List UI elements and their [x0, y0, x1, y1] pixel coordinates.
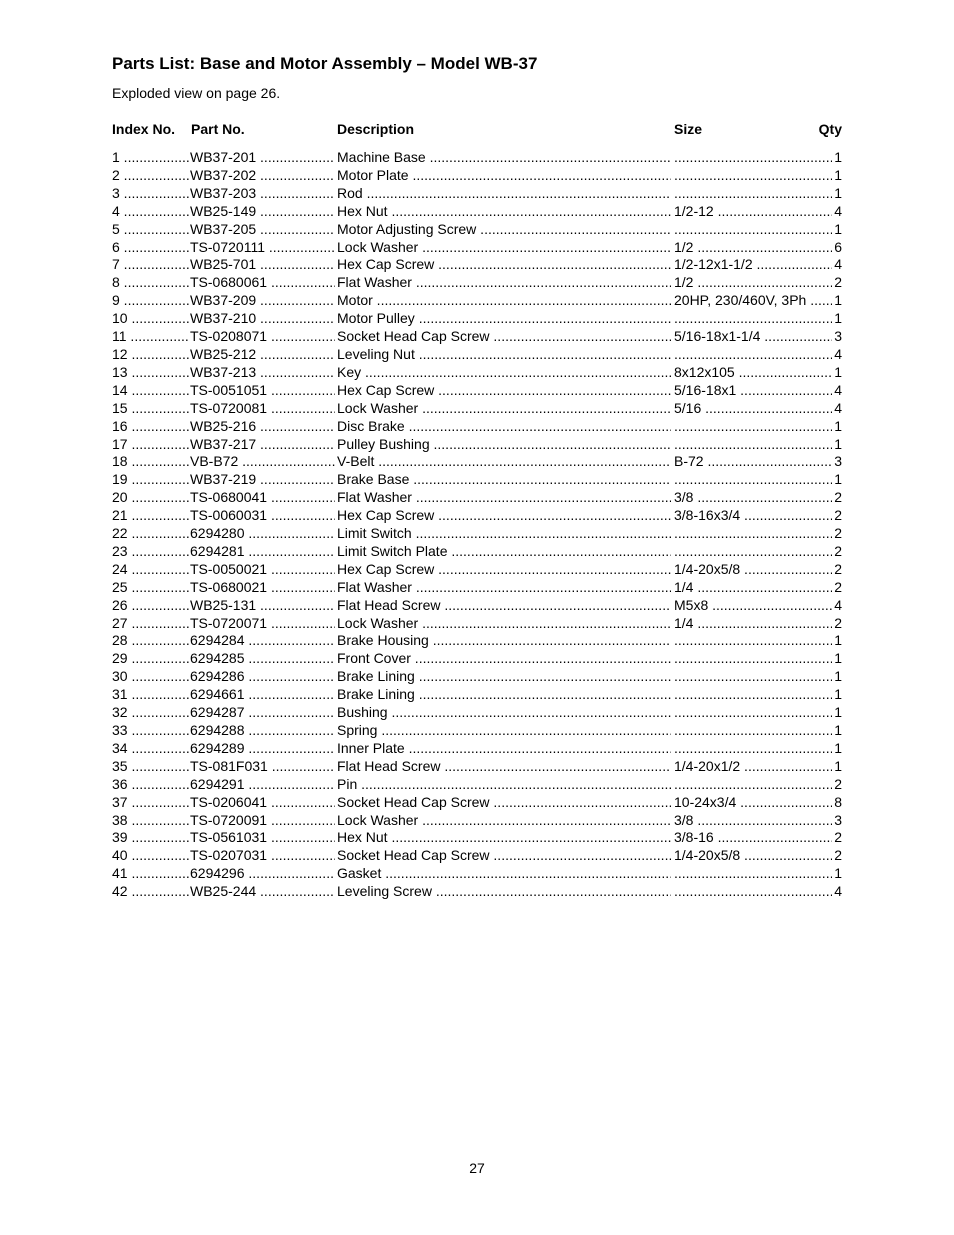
row-description: Lock Washer .....	[337, 812, 671, 830]
table-row	[0, 400, 954, 418]
row-description: Brake Base .....	[337, 471, 671, 489]
row-description: V-Belt .....	[337, 453, 671, 471]
row-index: 6 .....	[112, 239, 189, 257]
table-row	[0, 883, 954, 901]
row-description: Limit Switch .....	[337, 525, 671, 543]
row-part-number: TS-0680021 .....	[190, 579, 335, 597]
row-size	[674, 865, 832, 883]
row-part-number: 6294285 .....	[190, 650, 335, 668]
row-size: 1/4-20x1/2 .....	[674, 758, 832, 776]
row-index: 1 .....	[112, 149, 189, 167]
row-qty: 4	[834, 345, 842, 362]
row-part-number: 6294280 .....	[190, 525, 335, 543]
row-qty: 4	[834, 883, 842, 900]
row-part-number: TS-0680061 .....	[190, 274, 335, 292]
row-description: Lock Washer .....	[337, 400, 671, 418]
parts-table	[0, 149, 954, 901]
row-qty: 4	[834, 399, 842, 416]
row-index: 40 .....	[112, 847, 189, 865]
row-part-number: WB25-149 .....	[190, 203, 335, 221]
row-index: 41 .....	[112, 865, 189, 883]
row-part-number: TS-0680041 .....	[190, 489, 335, 507]
row-part-number: WB25-212 .....	[190, 346, 335, 364]
row-index: 2 .....	[112, 167, 189, 185]
row-qty: 2	[834, 614, 842, 631]
row-index: 28 .....	[112, 632, 189, 650]
row-index: 29 .....	[112, 650, 189, 668]
row-qty: 4	[834, 202, 842, 219]
row-size	[674, 543, 832, 561]
row-description: Socket Head Cap Screw .....	[337, 794, 671, 812]
table-row	[0, 525, 954, 543]
row-part-number: TS-081F031 .....	[190, 758, 335, 776]
row-description: Flat Head Screw .....	[337, 758, 671, 776]
column-header-index: Index No.	[112, 121, 176, 137]
subtitle: Exploded view on page 26.	[112, 85, 281, 101]
row-qty: 3	[834, 328, 842, 345]
row-description: Brake Lining .....	[337, 668, 671, 686]
row-index: 14 .....	[112, 382, 189, 400]
row-qty: 1	[834, 668, 842, 685]
table-row	[0, 740, 954, 758]
row-description: Machine Base .....	[337, 149, 671, 167]
row-size: 10-24x3/4 .....	[674, 794, 832, 812]
row-index: 7 .....	[112, 256, 189, 274]
row-index: 37 .....	[112, 794, 189, 812]
row-qty: 1	[834, 757, 842, 774]
row-qty: 2	[834, 829, 842, 846]
row-index: 9 .....	[112, 292, 189, 310]
row-index: 22 .....	[112, 525, 189, 543]
row-part-number: WB37-210 .....	[190, 310, 335, 328]
row-qty: 1	[834, 166, 842, 183]
row-description: Disc Brake .....	[337, 418, 671, 436]
row-part-number: TS-0051051 .....	[190, 382, 335, 400]
row-part-number: 6294661 .....	[190, 686, 335, 704]
row-description: Hex Cap Screw .....	[337, 507, 671, 525]
row-size: B-72 .....	[674, 453, 832, 471]
row-part-number: TS-0720091 .....	[190, 812, 335, 830]
row-index: 24 .....	[112, 561, 189, 579]
row-qty: 8	[834, 793, 842, 810]
row-size	[674, 436, 832, 454]
row-index: 27 .....	[112, 615, 189, 633]
row-size: 3/8 .....	[674, 489, 832, 507]
row-index: 21 .....	[112, 507, 189, 525]
row-size	[674, 883, 832, 901]
row-part-number: TS-0720081 .....	[190, 400, 335, 418]
row-index: 18 .....	[112, 453, 189, 471]
table-row	[0, 346, 954, 364]
table-row	[0, 615, 954, 633]
table-row	[0, 471, 954, 489]
row-part-number: WB37-219 .....	[190, 471, 335, 489]
row-description: Spring .....	[337, 722, 671, 740]
row-part-number: WB25-701 .....	[190, 256, 335, 274]
row-description: Lock Washer .....	[337, 239, 671, 257]
row-qty: 1	[834, 865, 842, 882]
row-part-number: 6294284 .....	[190, 632, 335, 650]
row-size	[674, 740, 832, 758]
table-row	[0, 149, 954, 167]
column-header-description: Description	[337, 121, 415, 137]
table-row	[0, 632, 954, 650]
table-row	[0, 847, 954, 865]
row-description: Brake Housing .....	[337, 632, 671, 650]
row-description: Hex Nut .....	[337, 203, 671, 221]
row-part-number: WB25-216 .....	[190, 418, 335, 436]
table-row	[0, 597, 954, 615]
row-index: 35 .....	[112, 758, 189, 776]
page-title: Parts List: Base and Motor Assembly – Model WB-37	[112, 54, 538, 73]
row-part-number: WB37-203 .....	[190, 185, 335, 203]
row-description: Hex Cap Screw .....	[337, 382, 671, 400]
row-description: Bushing .....	[337, 704, 671, 722]
row-index: 11 .....	[112, 328, 189, 346]
row-part-number: 6294287 .....	[190, 704, 335, 722]
row-description: Gasket .....	[337, 865, 671, 883]
row-part-number: TS-0720071 .....	[190, 615, 335, 633]
row-description: Hex Cap Screw .....	[337, 561, 671, 579]
row-size	[674, 722, 832, 740]
row-part-number: TS-0206041 .....	[190, 794, 335, 812]
row-description: Key .....	[337, 364, 671, 382]
row-size: 20HP, 230/460V, 3Ph .....	[674, 292, 832, 310]
row-size	[674, 650, 832, 668]
table-row	[0, 722, 954, 740]
row-size: 1/2 .....	[674, 274, 832, 292]
row-index: 42 .....	[112, 883, 189, 901]
row-qty: 1	[834, 650, 842, 667]
row-part-number: WB37-209 .....	[190, 292, 335, 310]
row-description: Leveling Screw .....	[337, 883, 671, 901]
table-row	[0, 812, 954, 830]
row-qty: 4	[834, 256, 842, 273]
row-size: 1/4 .....	[674, 615, 832, 633]
row-qty: 1	[834, 686, 842, 703]
row-qty: 3	[834, 811, 842, 828]
table-row	[0, 167, 954, 185]
row-part-number: 6294296 .....	[190, 865, 335, 883]
row-description: Lock Washer .....	[337, 615, 671, 633]
row-part-number: WB37-201 .....	[190, 149, 335, 167]
row-description: Motor Pulley .....	[337, 310, 671, 328]
row-index: 15 .....	[112, 400, 189, 418]
row-index: 20 .....	[112, 489, 189, 507]
row-index: 30 .....	[112, 668, 189, 686]
row-qty: 4	[834, 381, 842, 398]
row-description: Motor Plate .....	[337, 167, 671, 185]
row-part-number: 6294288 .....	[190, 722, 335, 740]
table-header	[0, 121, 954, 139]
row-qty: 1	[834, 632, 842, 649]
table-row	[0, 650, 954, 668]
row-size: 1/2-12 .....	[674, 203, 832, 221]
row-index: 31 .....	[112, 686, 189, 704]
table-row	[0, 668, 954, 686]
row-qty: 6	[834, 238, 842, 255]
row-index: 4 .....	[112, 203, 189, 221]
row-qty: 1	[834, 184, 842, 201]
table-row	[0, 579, 954, 597]
table-row	[0, 686, 954, 704]
row-description: Pin .....	[337, 776, 671, 794]
row-description: Flat Washer .....	[337, 489, 671, 507]
table-row	[0, 256, 954, 274]
row-qty: 2	[834, 847, 842, 864]
row-qty: 2	[834, 274, 842, 291]
row-index: 17 .....	[112, 436, 189, 454]
table-row	[0, 704, 954, 722]
row-part-number: 6294289 .....	[190, 740, 335, 758]
table-row	[0, 865, 954, 883]
row-qty: 1	[834, 292, 842, 309]
row-index: 36 .....	[112, 776, 189, 794]
row-qty: 1	[834, 417, 842, 434]
table-row	[0, 436, 954, 454]
row-description: Rod .....	[337, 185, 671, 203]
row-size: 1/4-20x5/8 .....	[674, 561, 832, 579]
table-row	[0, 794, 954, 812]
table-row	[0, 418, 954, 436]
row-size: M5x8 .....	[674, 597, 832, 615]
row-description: Leveling Nut .....	[337, 346, 671, 364]
row-index: 32 .....	[112, 704, 189, 722]
row-description: Brake Lining .....	[337, 686, 671, 704]
row-qty: 2	[834, 489, 842, 506]
row-description: Socket Head Cap Screw .....	[337, 328, 671, 346]
row-size: 1/4-20x5/8 .....	[674, 847, 832, 865]
row-description: Hex Nut .....	[337, 829, 671, 847]
row-size	[674, 167, 832, 185]
row-size	[674, 632, 832, 650]
row-description: Hex Cap Screw .....	[337, 256, 671, 274]
table-row	[0, 364, 954, 382]
row-index: 5 .....	[112, 221, 189, 239]
row-description: Inner Plate .....	[337, 740, 671, 758]
row-description: Limit Switch Plate .....	[337, 543, 671, 561]
row-part-number: TS-0720111 .....	[190, 239, 335, 257]
row-index: 12 .....	[112, 346, 189, 364]
row-size: 8x12x105 .....	[674, 364, 832, 382]
table-row	[0, 561, 954, 579]
row-qty: 2	[834, 542, 842, 559]
row-size: 1/2-12x1-1/2 .....	[674, 256, 832, 274]
row-index: 13 .....	[112, 364, 189, 382]
row-qty: 1	[834, 722, 842, 738]
page-number: 27	[469, 1160, 485, 1176]
table-row	[0, 203, 954, 221]
table-row	[0, 221, 954, 239]
row-part-number: 6294281 .....	[190, 543, 335, 561]
row-size	[674, 346, 832, 364]
row-index: 16 .....	[112, 418, 189, 436]
row-description: Flat Washer .....	[337, 579, 671, 597]
row-qty: 1	[834, 739, 842, 756]
row-part-number: TS-0050021 .....	[190, 561, 335, 579]
row-size	[674, 776, 832, 794]
row-description: Motor .....	[337, 292, 671, 310]
table-row	[0, 310, 954, 328]
row-qty: 2	[834, 560, 842, 577]
row-index: 25 .....	[112, 579, 189, 597]
row-size: 5/16-18x1 .....	[674, 382, 832, 400]
table-row	[0, 507, 954, 525]
row-part-number: 6294291 .....	[190, 776, 335, 794]
row-part-number: WB25-244 .....	[190, 883, 335, 901]
row-index: 34 .....	[112, 740, 189, 758]
row-size	[674, 149, 832, 167]
row-part-number: WB37-213 .....	[190, 364, 335, 382]
row-size	[674, 221, 832, 239]
row-size	[674, 471, 832, 489]
table-row	[0, 382, 954, 400]
row-part-number: WB25-131 .....	[190, 597, 335, 615]
row-part-number: WB37-205 .....	[190, 221, 335, 239]
column-header-qty: Qty	[818, 121, 842, 137]
row-size	[674, 418, 832, 436]
row-qty: 1	[834, 149, 842, 165]
row-size: 3/8-16x3/4 .....	[674, 507, 832, 525]
row-qty: 2	[834, 507, 842, 524]
row-qty: 3	[834, 453, 842, 470]
table-row	[0, 274, 954, 292]
row-size: 5/16-18x1-1/4 .....	[674, 328, 832, 346]
row-part-number: TS-0207031 .....	[190, 847, 335, 865]
table-row	[0, 292, 954, 310]
row-size: 3/8-16 .....	[674, 829, 832, 847]
row-index: 39 .....	[112, 829, 189, 847]
row-description: Flat Head Screw .....	[337, 597, 671, 615]
row-qty: 1	[834, 471, 842, 488]
row-part-number: TS-0060031 .....	[190, 507, 335, 525]
row-qty: 1	[834, 310, 842, 327]
column-header-size: Size	[674, 121, 703, 137]
row-part-number: VB-B72 .....	[190, 453, 335, 471]
row-description: Front Cover .....	[337, 650, 671, 668]
row-index: 33 .....	[112, 722, 189, 740]
row-qty: 1	[834, 363, 842, 380]
row-description: Socket Head Cap Screw .....	[337, 847, 671, 865]
column-header-part: Part No.	[191, 121, 245, 137]
row-index: 10 .....	[112, 310, 189, 328]
table-row	[0, 829, 954, 847]
row-description: Motor Adjusting Screw .....	[337, 221, 671, 239]
row-part-number: WB37-202 .....	[190, 167, 335, 185]
row-part-number: TS-0208071 .....	[190, 328, 335, 346]
row-size: 1/2 .....	[674, 239, 832, 257]
row-part-number: TS-0561031 .....	[190, 829, 335, 847]
row-qty: 1	[834, 704, 842, 721]
row-index: 38 .....	[112, 812, 189, 830]
row-index: 19 .....	[112, 471, 189, 489]
row-size	[674, 525, 832, 543]
row-size: 5/16 .....	[674, 400, 832, 418]
row-qty: 4	[834, 596, 842, 613]
row-size	[674, 310, 832, 328]
table-row	[0, 239, 954, 257]
table-row	[0, 453, 954, 471]
row-description: Pulley Bushing .....	[337, 436, 671, 454]
row-qty: 1	[834, 435, 842, 452]
table-row	[0, 328, 954, 346]
table-row	[0, 776, 954, 794]
row-size	[674, 185, 832, 203]
row-index: 8 .....	[112, 274, 189, 292]
row-size	[674, 704, 832, 722]
row-index: 23 .....	[112, 543, 189, 561]
row-qty: 2	[834, 775, 842, 792]
row-index: 26 .....	[112, 597, 189, 615]
row-qty: 1	[834, 220, 842, 237]
row-size	[674, 668, 832, 686]
row-size: 1/4 .....	[674, 579, 832, 597]
row-size: 3/8 .....	[674, 812, 832, 830]
row-description: Flat Washer .....	[337, 274, 671, 292]
table-row	[0, 758, 954, 776]
row-size	[674, 686, 832, 704]
row-qty: 2	[834, 525, 842, 542]
row-part-number: 6294286 .....	[190, 668, 335, 686]
table-row	[0, 543, 954, 561]
row-index: 3 .....	[112, 185, 189, 203]
row-part-number: WB37-217 .....	[190, 436, 335, 454]
row-qty: 2	[834, 578, 842, 595]
table-row	[0, 489, 954, 507]
table-row	[0, 185, 954, 203]
